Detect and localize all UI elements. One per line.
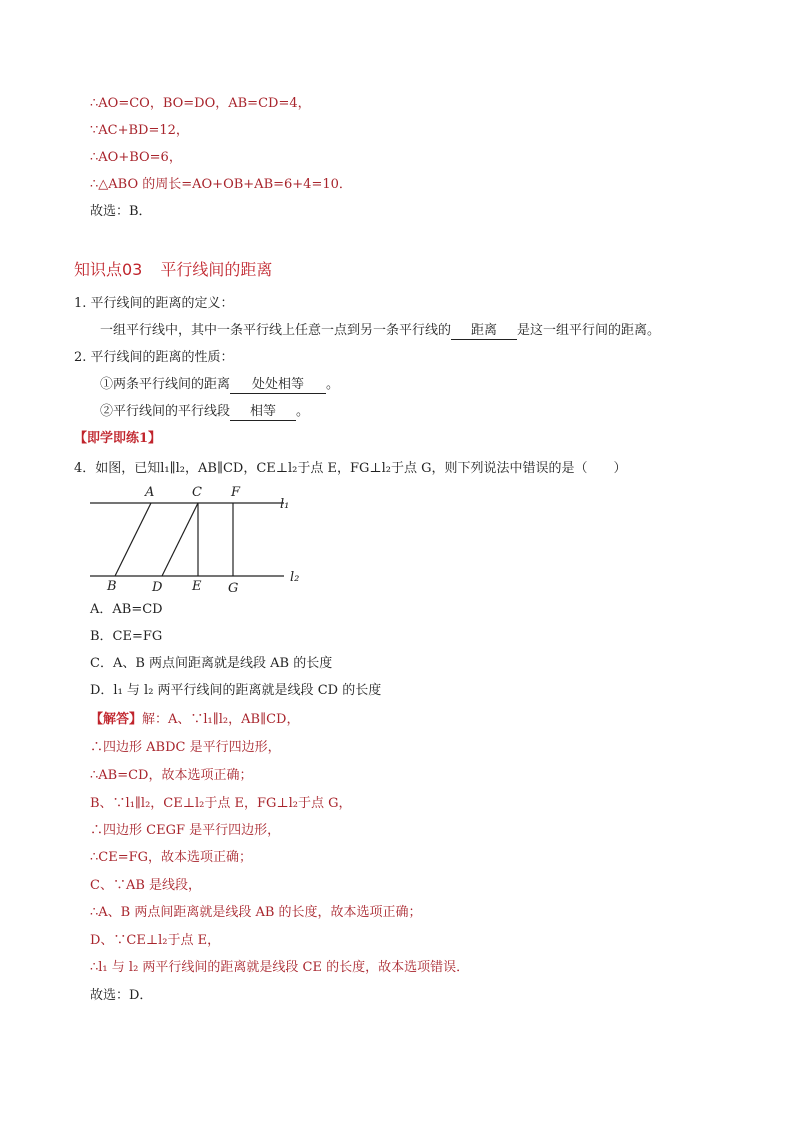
proof-line-1: ∴AO=CO，BO=DO，AB=CD=4，	[90, 96, 311, 111]
answer-line-6: C、∵AB 是线段，	[90, 878, 202, 893]
answer-line-3: B、∵l₁∥l₂，CE⊥l₂于点 E，FG⊥l₂于点 G，	[90, 796, 352, 811]
property-item-1-end: 。	[326, 377, 340, 392]
section-number: 知识点03	[74, 260, 143, 279]
proof-line-2: ∵AC+BD=12，	[90, 123, 189, 138]
answer-first-line	[90, 710, 299, 730]
question-text: 4．如图，已知l₁∥l₂，AB∥CD，CE⊥l₂于点 E，FG⊥l₂于点 G，则下列说法中错误的是（ ）	[74, 461, 627, 476]
parallel-lines-figure	[84, 482, 314, 598]
answer-line-1: ∴四边形 ABDC 是平行四边形，	[90, 740, 281, 755]
label-c: C	[192, 485, 202, 500]
answer-choice: 故选：D．	[90, 988, 153, 1003]
segment-cd	[162, 503, 198, 576]
property-item-2-blank: 相等	[230, 404, 296, 421]
answer-line-9: ∴l₁ 与 l₂ 两平行线间的距离就是线段 CE 的长度，故本选项错误．	[90, 960, 470, 975]
answer-label: 【解答】	[90, 712, 143, 727]
proof-line-3: ∴AO+BO=6，	[90, 150, 182, 165]
option-d: D．l₁ 与 l₂ 两平行线间的距离就是线段 CD 的长度	[90, 683, 382, 698]
definition-text-before: 一组平行线中，其中一条平行线上任意一点到另一条平行线的	[100, 323, 452, 338]
option-c: C．A、B 两点间距离就是线段 AB 的长度	[90, 656, 333, 671]
label-l2: l₂	[290, 570, 300, 585]
property-item-1-blank: 处处相等	[230, 377, 326, 394]
answer-line-7: ∴A、B 两点间距离就是线段 AB 的长度，故本选项正确；	[90, 905, 422, 920]
property-item-1-text: ①两条平行线间的距离	[100, 377, 231, 392]
proof-conclusion: 故选：B．	[90, 204, 152, 219]
answer-line-2: ∴AB=CD，故本选项正确；	[90, 768, 253, 783]
property-item-2-text: ②平行线间的平行线段	[100, 404, 231, 419]
property-item-1	[100, 375, 339, 395]
label-e: E	[192, 579, 202, 594]
answer-line-5: ∴CE=FG，故本选项正确；	[90, 850, 253, 865]
label-b: B	[107, 579, 117, 594]
practice-label: 【即学即练1】	[74, 431, 162, 446]
proof-line-4: ∴△ABO 的周长=AO+OB+AB=6+4=10．	[90, 177, 352, 192]
option-a: A．AB=CD	[90, 602, 163, 617]
definition-text-after: 是这一组平行间的距离。	[517, 323, 661, 338]
label-a: A	[145, 485, 155, 500]
answer-line-8: D、∵CE⊥l₂于点 E，	[90, 933, 221, 948]
definition-title: 1. 平行线间的距离的定义：	[74, 296, 234, 311]
property-item-2	[100, 402, 309, 422]
label-d: D	[152, 580, 163, 595]
property-title: 2. 平行线间的距离的性质：	[74, 350, 234, 365]
label-l1: l₁	[280, 497, 290, 512]
answer-first-text: 解：A、∵l₁∥l₂，AB∥CD，	[142, 712, 300, 727]
answer-line-4: ∴四边形 CEGF 是平行四边形，	[90, 823, 281, 838]
property-item-2-end: 。	[296, 404, 310, 419]
definition-blank: 距离	[451, 323, 517, 340]
segment-ab	[115, 503, 151, 576]
label-g: G	[228, 581, 239, 596]
option-b: B．CE=FG	[90, 629, 163, 644]
label-f: F	[231, 485, 241, 500]
section-title: 平行线间的距离	[160, 260, 273, 279]
definition-text	[100, 321, 660, 341]
section-heading	[74, 257, 272, 280]
